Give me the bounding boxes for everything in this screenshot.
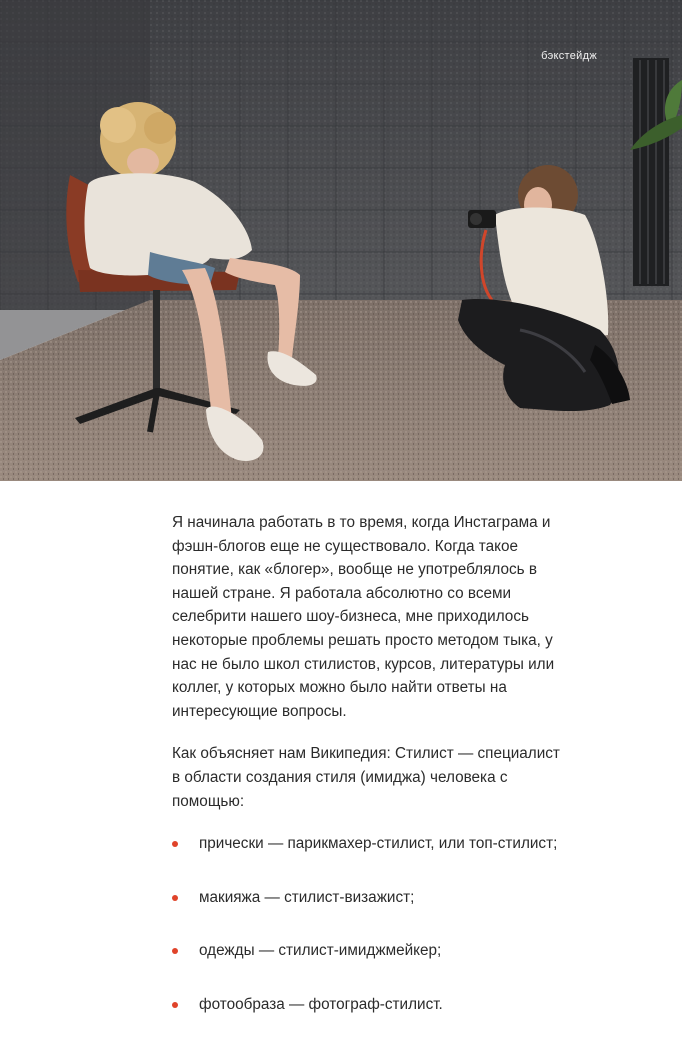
list-item: [172, 993, 572, 1017]
paragraph: Как объясняет нам Википедия: Стилист — специалист в области создания стиля (имиджа) человека с помощью:: [172, 745, 560, 810]
bullet-icon: [172, 948, 178, 954]
backstage-photo: [0, 0, 682, 481]
list-item: [172, 939, 572, 963]
bullet-icon: [172, 1002, 178, 1008]
list-item: [172, 832, 572, 856]
list-item-text: прически — парикмахер-стилист, или топ-стилист;: [199, 835, 558, 853]
bullet-icon: [172, 841, 178, 847]
list-item: [172, 886, 572, 910]
paragraph: Я начинала работать в то время, когда Инстаграма и фэшн-блогов еще не существовало. Когда такое понятие, как «блогер», вообще не употреблялось в нашей стране. Я работала абсолютно со всеми селебрити нашего шоу-бизнеса, мне приходилось некоторые проблемы решать просто методом тыка, у нас не было школ стилистов, курсов, литературы или коллег, у которых можно было найти ответы на интересующие вопросы.: [172, 514, 555, 720]
list-item-text: макияжа — стилист-визажист;: [199, 888, 415, 906]
list-item-text: фотообраза — фотограф-стилист.: [199, 995, 443, 1013]
stylist-types-list: [172, 832, 572, 1016]
list-item-text: одежды — стилист-имиджмейкер;: [199, 942, 442, 960]
body-text: [172, 511, 572, 1047]
photo-caption: бэкстейдж: [541, 50, 597, 62]
bullet-icon: [172, 895, 178, 901]
